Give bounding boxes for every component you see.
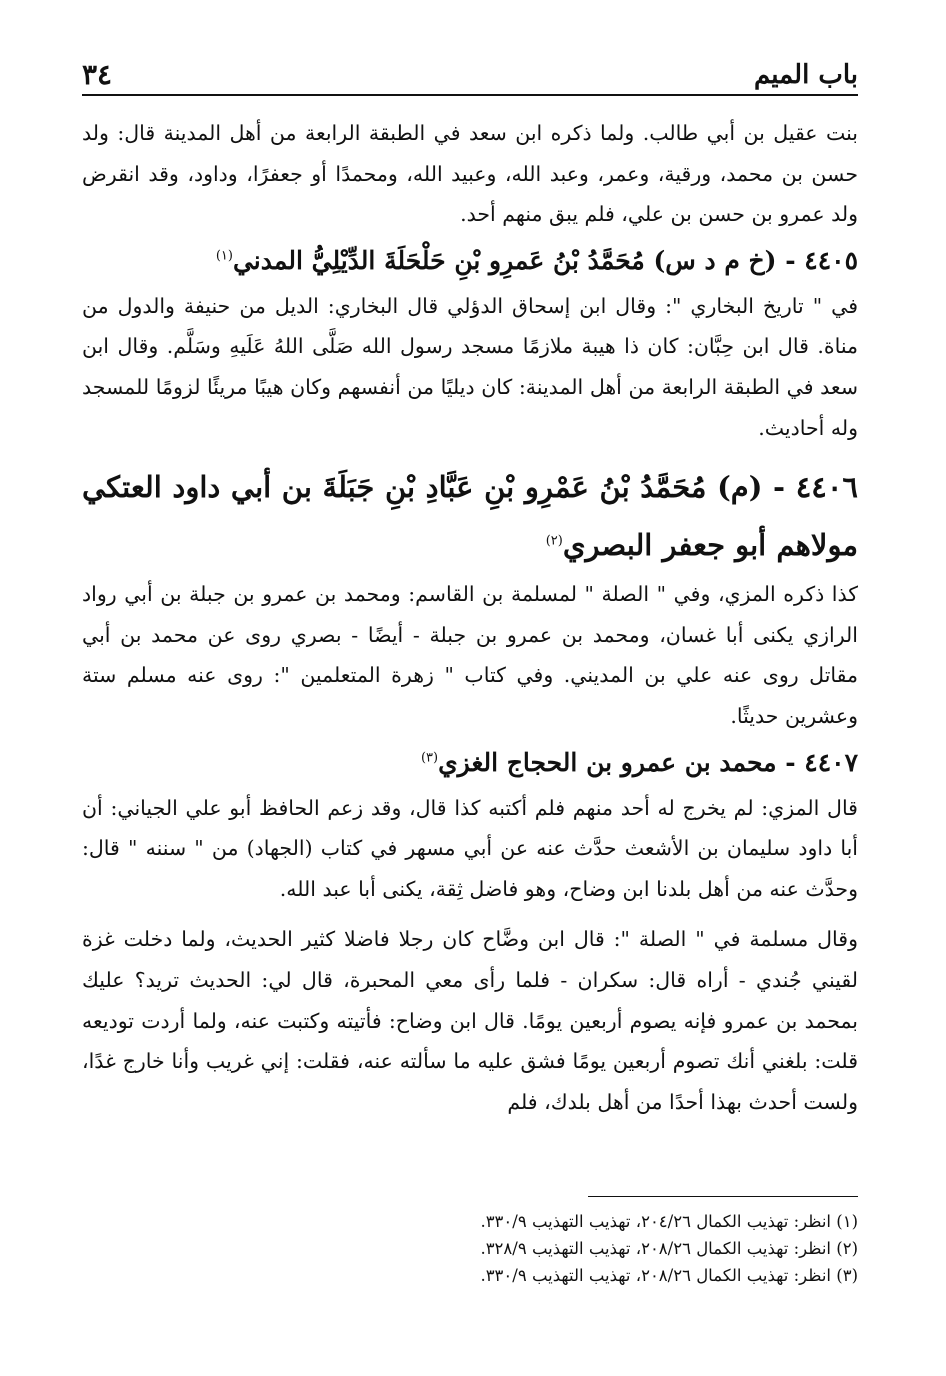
footnote-ref[interactable]: (١) [215,248,233,264]
entry-heading-4405 [82,235,858,286]
footnote-ref[interactable]: (٣) [420,750,439,766]
footnote-3: (٣) انظر: تهذيب الكمال ٢٠٨/٢٦، تهذيب التهذيب ٣٣٠/٩. [480,1266,858,1285]
paragraph-continuation: بنت عقيل بن أبي طالب. ولما ذكره ابن سعد في الطبقة الرابعة من أهل المدينة قال: ولد حسن بن محمد، ورقية، وعمر، وعبد الله، وعبيد الله، ومحمدًا أو جعفرًا، وداود، وقد انقرض ولد عمرو بن حسن بن علي، فلم يبق منهم أحد. [82,121,858,227]
entry-heading-4407 [82,737,858,788]
chapter-title: باب الميم [753,60,858,90]
running-header [82,52,858,96]
entry-heading-text: ٤٤٠٧ - محمد بن عمرو بن الحجاج الغزي [438,747,858,777]
page-number: ٣٤ [82,58,113,91]
entry-body-4407-continued: وقال مسلمة في " الصلة ": قال ابن وضَّاح كان رجلا فاضلا كثير الحديث، ولما دخلت غزة لقيني جُندي - أراه قال: سكران - فلما رأى معي المحبرة، قال لي: الحديث تريد؟ عليك بمحمد بن عمرو فإنه يصوم أربعين يومًا. قال ابن وضاح: فأتيته وكتبت عنه، ولما أردت توديعه قلت: بلغني أنك تصوم أربعين يومًا فشق عليه ما سألته عنه، فقلت: إني غريب وأنا خارج غدًا، ولست أحدث بهذا أحدًا من أهل بلدك، فلم [82,927,858,1114]
footnote-ref[interactable]: (٢) [545,533,563,549]
entry-heading-text: ٤٤٠٦ - (م) مُحَمَّدُ بْنُ عَمْرِو بْنِ عَبَّادِ بْنِ جَبَلَةَ بن أبي داود العتكي مولاهم أبو جعفر البصري [82,470,858,563]
footnote-2: (٢) انظر: تهذيب الكمال ٢٠٨/٢٦، تهذيب التهذيب ٣٢٨/٩. [480,1239,858,1258]
entry-heading-4406 [82,458,858,574]
main-text [82,113,858,1122]
entry-heading-text: ٤٤٠٥ - (خ م د س) مُحَمَّدُ بْنُ عَمرِو بْنِ حَلْحَلَةَ الدِّيْلِيُّ المدني [232,245,858,275]
entry-body-4405: في " تاريخ البخاري ": وقال ابن إسحاق الدؤلي قال البخاري: الديل من حنيفة والدول من مناة. قال ابن حِبَّان: كان ذا هيبة ملازمًا مسجد رسول الله صَلَّى اللهُ عَلَيهِ وسَلَّم. وقال ابن سعد في الطبقة الرابعة من أهل المدينة: كان ديليًا من أنفسهم وكان هيبًا مريئًا لزومًا للمسجد وله أحاديث. [82,293,858,440]
footnote-divider [588,1196,858,1197]
entry-body-4406: كذا ذكره المزي، وفي " الصلة " لمسلمة بن القاسم: ومحمد بن عمرو بن جبلة بن أبي رواد الرازي يكنى أبا غسان، ومحمد بن عمرو بن جبلة - أيضًا - بصري روى عن محمد بن أبي مقاتل روى عنه علي بن المديني. وفي كتاب " زهرة المتعلمين ": روى عنه مسلم ستة وعشرين حديثًا. [82,582,858,728]
footnote-1: (١) انظر: تهذيب الكمال ٢٠٤/٢٦، تهذيب التهذيب ٣٣٠/٩. [480,1212,858,1231]
entry-body-4407: قال المزي: لم يخرج له أحد منهم فلم أكتبه كذا قال، وقد زعم الحافظ أبو علي الجياني: أن أبا داود سليمان بن الأشعث حدَّث عنه عن أبي مسهر في كتاب (الجهاد) من " سننه " قال: وحدَّث عنه من أهل بلدنا ابن وضاح، وهو فاضل ثِقة، يكنى أبا عبد الله. [82,795,858,901]
footnotes [82,1208,858,1289]
